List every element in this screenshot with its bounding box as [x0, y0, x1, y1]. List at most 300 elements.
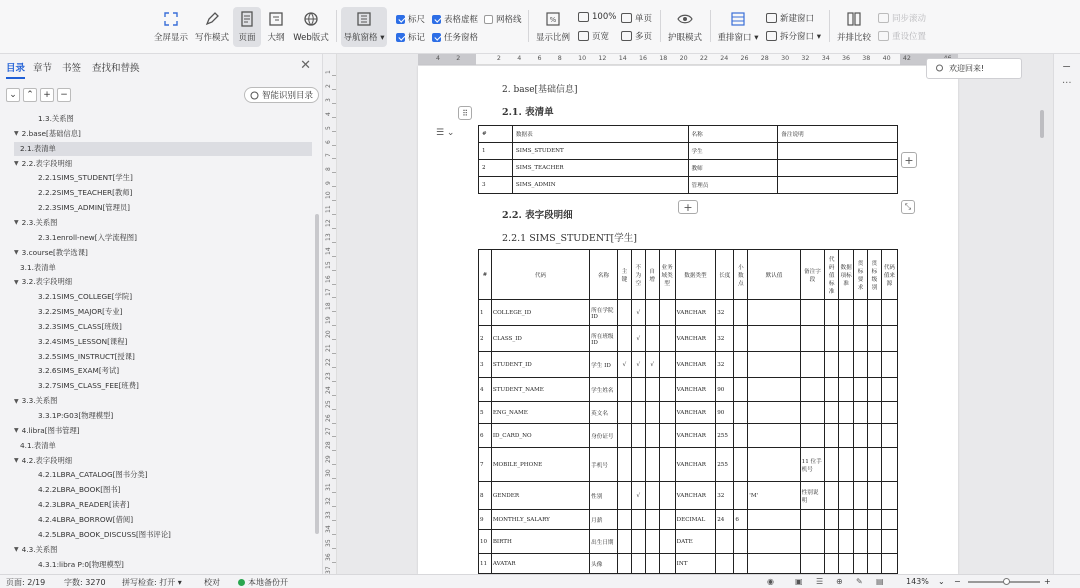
table-cell[interactable]	[748, 352, 800, 378]
table-cell[interactable]: √	[645, 352, 659, 378]
table-cell[interactable]	[867, 424, 881, 448]
table-cell[interactable]: √	[617, 352, 631, 378]
toc-item[interactable]	[14, 231, 312, 245]
table-cell[interactable]	[659, 530, 675, 554]
more-icon[interactable]: ···	[1062, 78, 1072, 89]
drag-handle-icon[interactable]: ⠿	[458, 106, 472, 120]
sync-scroll-button[interactable]: 同步滚动	[878, 12, 926, 24]
table-cell[interactable]: 32	[716, 352, 734, 378]
toc-item[interactable]	[14, 157, 312, 171]
table-fields[interactable]	[478, 249, 898, 574]
table-cell[interactable]	[839, 448, 854, 482]
table-cell[interactable]	[748, 448, 800, 482]
table-resize-icon[interactable]: ⤡	[901, 200, 915, 214]
page-indicator[interactable]: 页面: 2/19	[6, 578, 46, 587]
table-cell[interactable]	[839, 352, 854, 378]
table-cell[interactable]: VARCHAR	[675, 300, 716, 326]
web-layout-button[interactable]: Web版式	[292, 7, 330, 47]
table-cell[interactable]: 身份证号	[590, 424, 618, 448]
table-cell[interactable]: 255	[716, 424, 734, 448]
table-cell[interactable]	[617, 326, 631, 352]
table-cell[interactable]	[800, 352, 825, 378]
table-cell[interactable]	[748, 554, 800, 574]
minus-icon[interactable]: −	[1062, 60, 1072, 73]
toc-item[interactable]	[14, 112, 312, 126]
table-cell[interactable]	[778, 143, 898, 160]
table-cell[interactable]	[839, 402, 854, 424]
table-cell[interactable]: 24	[716, 510, 734, 530]
multi-page-button[interactable]: 多页	[621, 30, 652, 42]
table-cell[interactable]	[734, 352, 748, 378]
table-cell[interactable]	[645, 530, 659, 554]
table-cell[interactable]	[716, 554, 734, 574]
toc-item[interactable]	[14, 320, 312, 334]
table-cell[interactable]	[734, 482, 748, 510]
table-cell[interactable]: √	[631, 352, 645, 378]
page-view-icon[interactable]: ▣	[795, 577, 803, 586]
table-cell[interactable]	[734, 424, 748, 448]
table-cell[interactable]	[867, 378, 881, 402]
table-cell[interactable]: ID_CARD_NO	[491, 424, 589, 448]
table-cell[interactable]	[645, 510, 659, 530]
table-cell[interactable]	[854, 448, 868, 482]
add-column-button[interactable]	[901, 152, 917, 168]
table-cell[interactable]	[825, 530, 839, 554]
table-cell[interactable]: 性别说明	[800, 482, 825, 510]
table-cell[interactable]	[748, 378, 800, 402]
table-cell[interactable]	[839, 530, 854, 554]
table-cell[interactable]	[881, 300, 897, 326]
sidebar-scrollbar[interactable]	[315, 214, 319, 534]
table-cell[interactable]: 32	[716, 300, 734, 326]
toc-item[interactable]	[14, 409, 312, 423]
table-cell[interactable]: VARCHAR	[675, 352, 716, 378]
toc-item[interactable]	[14, 261, 312, 275]
table-cell[interactable]: 4	[479, 378, 492, 402]
tab-find-replace[interactable]: 查找和替换	[92, 63, 140, 74]
table-cell[interactable]	[839, 554, 854, 574]
table-cell[interactable]: 5	[479, 402, 492, 424]
table-cell[interactable]	[825, 352, 839, 378]
table-cell[interactable]	[854, 378, 868, 402]
table-cell[interactable]: 学生 ID	[590, 352, 618, 378]
toc-item[interactable]	[14, 171, 312, 185]
gridlines-checkbox[interactable]: 网格线	[484, 13, 522, 25]
table-cell[interactable]: STUDENT_ID	[491, 352, 589, 378]
table-cell[interactable]	[881, 554, 897, 574]
toc-item[interactable]	[14, 335, 312, 349]
backup-status[interactable]: 本地备份开	[238, 577, 288, 588]
expand-arrow-icon[interactable]: ▼	[14, 278, 19, 286]
table-toc-icon[interactable]: ☰ ⌄	[436, 128, 455, 138]
table-cell[interactable]: 性别	[590, 482, 618, 510]
table-cell[interactable]	[881, 352, 897, 378]
side-by-side-button[interactable]: 并排比较	[834, 7, 874, 47]
table-cell[interactable]: 2	[479, 326, 492, 352]
table-cell[interactable]	[800, 326, 825, 352]
table-cell[interactable]: 255	[716, 448, 734, 482]
table-cell[interactable]: 11	[479, 554, 492, 574]
table-cell[interactable]	[867, 326, 881, 352]
table-cell[interactable]	[839, 326, 854, 352]
table-cell[interactable]: 1	[479, 143, 513, 160]
eye-mode-button[interactable]: 护眼模式	[665, 7, 705, 47]
table-cell[interactable]	[734, 402, 748, 424]
table-cell[interactable]	[867, 530, 881, 554]
table-cell[interactable]	[617, 378, 631, 402]
toc-item[interactable]	[14, 454, 312, 468]
table-cell[interactable]	[734, 530, 748, 554]
fullscreen-button[interactable]: 全屏显示	[152, 7, 190, 47]
table-cell[interactable]	[854, 424, 868, 448]
expand-arrow-icon[interactable]: ▼	[14, 427, 19, 435]
table-cell[interactable]	[631, 510, 645, 530]
table-cell[interactable]	[659, 554, 675, 574]
table-cell[interactable]: VARCHAR	[675, 424, 716, 448]
nav-pane-button[interactable]: 导航窗格 ▾	[341, 7, 387, 47]
table-cell[interactable]	[734, 378, 748, 402]
table-cell[interactable]	[716, 530, 734, 554]
table-cell[interactable]: SIMS_ADMIN	[512, 177, 688, 194]
table-cell[interactable]	[645, 402, 659, 424]
table-cell[interactable]	[734, 448, 748, 482]
table-cell[interactable]: VARCHAR	[675, 482, 716, 510]
table-cell[interactable]	[631, 448, 645, 482]
tab-chapters[interactable]: 章节	[33, 63, 53, 74]
toc-item[interactable]	[14, 290, 312, 304]
table-cell[interactable]: 9	[479, 510, 492, 530]
toc-item[interactable]	[14, 127, 312, 141]
table-cell[interactable]	[734, 326, 748, 352]
page-width-button[interactable]: 页宽	[578, 30, 609, 42]
table-cell[interactable]	[854, 300, 868, 326]
toc-item[interactable]	[14, 394, 312, 408]
table-cell[interactable]	[659, 482, 675, 510]
table-cell[interactable]: 月薪	[590, 510, 618, 530]
outline-icon[interactable]: ☰	[816, 577, 824, 586]
toc-item[interactable]	[14, 246, 312, 260]
table-cell[interactable]: 11 位手机号	[800, 448, 825, 482]
writing-mode-button[interactable]: 写作模式	[193, 7, 231, 47]
table-cell[interactable]	[659, 326, 675, 352]
table-cell[interactable]	[867, 448, 881, 482]
table-cell[interactable]	[825, 300, 839, 326]
table-cell[interactable]	[839, 424, 854, 448]
expand-arrow-icon[interactable]: ▼	[14, 457, 19, 465]
toc-item[interactable]	[14, 216, 312, 230]
table-cell[interactable]: 'M'	[748, 482, 800, 510]
table-cell[interactable]	[734, 300, 748, 326]
toc-item[interactable]	[14, 424, 312, 438]
table-cell[interactable]	[659, 300, 675, 326]
toc-item[interactable]	[14, 498, 312, 512]
table-cell[interactable]	[800, 424, 825, 448]
table-cell[interactable]	[659, 402, 675, 424]
table-cell[interactable]: VARCHAR	[675, 326, 716, 352]
table-cell[interactable]: VARCHAR	[675, 402, 716, 424]
table-cell[interactable]	[659, 510, 675, 530]
table-cell[interactable]: 32	[716, 326, 734, 352]
toc-item[interactable]	[14, 186, 312, 200]
chevron-down-icon[interactable]: ⌄	[938, 577, 945, 586]
table-cell[interactable]	[617, 300, 631, 326]
table-cell[interactable]	[867, 402, 881, 424]
table-cell[interactable]: 1	[479, 300, 492, 326]
table-cell[interactable]: MONTHLY_SALARY	[491, 510, 589, 530]
table-cell[interactable]	[631, 530, 645, 554]
table-cell[interactable]	[659, 424, 675, 448]
table-cell[interactable]	[645, 300, 659, 326]
toc-item[interactable]	[14, 543, 312, 557]
table-cell[interactable]: 学生姓名	[590, 378, 618, 402]
split-window-button[interactable]: 拆分窗口 ▾	[766, 30, 821, 42]
eye-icon[interactable]: ◉	[767, 577, 774, 586]
table-cell[interactable]: CLASS_ID	[491, 326, 589, 352]
toc-item[interactable]	[14, 275, 312, 289]
table-cell[interactable]: STUDENT_NAME	[491, 378, 589, 402]
table-cell[interactable]	[617, 554, 631, 574]
table-cell[interactable]: BIRTH	[491, 530, 589, 554]
table-cell[interactable]	[778, 160, 898, 177]
table-cell[interactable]	[631, 378, 645, 402]
table-cell[interactable]	[854, 402, 868, 424]
table-cell[interactable]	[800, 554, 825, 574]
proofread[interactable]: 校对	[204, 578, 220, 587]
table-cell[interactable]	[854, 554, 868, 574]
table-cell[interactable]	[854, 530, 868, 554]
toc-item[interactable]	[14, 528, 312, 542]
table-cell[interactable]: 所在学院 ID	[590, 300, 618, 326]
page-view-button[interactable]: 页面	[233, 7, 261, 47]
table-cell[interactable]	[748, 424, 800, 448]
table-cell[interactable]	[825, 510, 839, 530]
table-cell[interactable]	[825, 448, 839, 482]
table-cell[interactable]	[617, 448, 631, 482]
table-cell[interactable]	[800, 378, 825, 402]
table-cell[interactable]	[748, 530, 800, 554]
collapse-button[interactable]	[6, 88, 20, 102]
toc-item[interactable]	[14, 305, 312, 319]
table-cell[interactable]	[659, 448, 675, 482]
table-cell[interactable]: 手机号	[590, 448, 618, 482]
table-cell[interactable]: 90	[716, 378, 734, 402]
table-cell[interactable]	[881, 482, 897, 510]
table-cell[interactable]: 头像	[590, 554, 618, 574]
zoom-ratio-button[interactable]: % 显示比例	[534, 7, 572, 47]
table-cell[interactable]: ENG_NAME	[491, 402, 589, 424]
marks-checkbox[interactable]: 标记	[396, 31, 425, 43]
table-cell[interactable]: 学生	[688, 143, 778, 160]
globe-icon[interactable]: ⊕	[836, 577, 843, 586]
table-cell[interactable]	[854, 352, 868, 378]
table-cell[interactable]: 32	[716, 482, 734, 510]
layout-icon[interactable]: ▤	[876, 577, 884, 586]
table-cell[interactable]: 2	[479, 160, 513, 177]
expand-arrow-icon[interactable]: ▼	[14, 546, 19, 554]
table-cell[interactable]	[854, 326, 868, 352]
toc-item[interactable]	[14, 468, 312, 482]
table-cell[interactable]: INT	[675, 554, 716, 574]
table-cell[interactable]	[881, 448, 897, 482]
table-cell[interactable]	[748, 402, 800, 424]
table-cell[interactable]: 英文名	[590, 402, 618, 424]
table-cell[interactable]	[825, 402, 839, 424]
table-cell[interactable]	[881, 402, 897, 424]
table-cell[interactable]: 所在班级 ID	[590, 326, 618, 352]
tab-bookmarks[interactable]: 书签	[62, 63, 82, 74]
document-scrollbar[interactable]	[1040, 110, 1044, 138]
close-icon[interactable]: ✕	[300, 58, 311, 73]
table-cell[interactable]	[617, 530, 631, 554]
rearrange-window-button[interactable]: 重排窗口 ▾	[716, 7, 760, 47]
task-pane-checkbox[interactable]: 任务窗格	[432, 31, 478, 43]
expand-arrow-icon[interactable]: ▼	[14, 219, 19, 227]
document-page[interactable]	[418, 66, 958, 574]
zoom-slider-handle[interactable]	[1003, 578, 1010, 585]
table-cell[interactable]	[659, 352, 675, 378]
zoom-level[interactable]: 143%	[906, 577, 929, 586]
table-cell[interactable]	[748, 510, 800, 530]
outline-view-button[interactable]: 大纲	[264, 7, 288, 47]
table-cell[interactable]	[825, 482, 839, 510]
table-cell[interactable]	[881, 530, 897, 554]
table-cell[interactable]	[778, 177, 898, 194]
table-cell[interactable]	[734, 554, 748, 574]
table-cell[interactable]	[645, 554, 659, 574]
add-row-button[interactable]	[678, 200, 698, 214]
remove-heading-button[interactable]	[57, 88, 71, 102]
table-cell[interactable]	[748, 300, 800, 326]
table-cell[interactable]	[825, 378, 839, 402]
table-cell[interactable]	[881, 326, 897, 352]
table-cell[interactable]	[881, 424, 897, 448]
toc-item[interactable]	[14, 364, 312, 378]
expand-arrow-icon[interactable]: ▼	[14, 397, 19, 405]
expand-button[interactable]	[23, 88, 37, 102]
tab-toc[interactable]: 目录	[6, 60, 25, 74]
table-cell[interactable]	[631, 554, 645, 574]
table-cell[interactable]	[839, 378, 854, 402]
table-cell[interactable]	[867, 482, 881, 510]
toc-item[interactable]	[14, 439, 312, 453]
table-cell[interactable]	[839, 510, 854, 530]
toc-item[interactable]	[14, 483, 312, 497]
pen-icon[interactable]: ✎	[856, 577, 863, 586]
table-cell[interactable]: SIMS_TEACHER	[512, 160, 688, 177]
table-cell[interactable]	[645, 326, 659, 352]
toc-item[interactable]	[14, 201, 312, 215]
ruler-checkbox[interactable]: 标尺	[396, 13, 425, 25]
table-cell[interactable]	[645, 378, 659, 402]
toc-item[interactable]	[14, 350, 312, 364]
table-cell[interactable]	[617, 424, 631, 448]
table-cell[interactable]: 90	[716, 402, 734, 424]
table-cell[interactable]: COLLEGE_ID	[491, 300, 589, 326]
toc-item[interactable]	[14, 379, 312, 393]
table-cell[interactable]: 出生日期	[590, 530, 618, 554]
table-cell[interactable]: VARCHAR	[675, 448, 716, 482]
table-gridlines-checkbox[interactable]: 表格虚框	[432, 13, 478, 25]
expand-arrow-icon[interactable]: ▼	[14, 160, 19, 168]
table-cell[interactable]: √	[631, 326, 645, 352]
table-cell[interactable]: 3	[479, 352, 492, 378]
add-heading-button[interactable]	[40, 88, 54, 102]
table-cell[interactable]	[617, 402, 631, 424]
table-cell[interactable]: 管理员	[688, 177, 778, 194]
table-cell[interactable]	[839, 300, 854, 326]
table-cell[interactable]	[881, 378, 897, 402]
zoom-in-icon[interactable]: +	[1044, 577, 1051, 586]
table-cell[interactable]: DATE	[675, 530, 716, 554]
table-cell[interactable]: VARCHAR	[675, 378, 716, 402]
expand-arrow-icon[interactable]: ▼	[14, 130, 19, 138]
table-cell[interactable]: √	[631, 482, 645, 510]
zoom-out-icon[interactable]: −	[954, 577, 961, 586]
table-cell[interactable]	[867, 352, 881, 378]
table-cell[interactable]	[825, 424, 839, 448]
table-cell[interactable]: 3	[479, 177, 513, 194]
table-cell[interactable]: 10	[479, 530, 492, 554]
table-cell[interactable]: GENDER	[491, 482, 589, 510]
table-cell[interactable]: AVATAR	[491, 554, 589, 574]
table-cell[interactable]	[645, 482, 659, 510]
table-cell[interactable]	[854, 482, 868, 510]
table-cell[interactable]	[800, 402, 825, 424]
table-cell[interactable]: DECIMAL	[675, 510, 716, 530]
table-cell[interactable]	[854, 510, 868, 530]
table-cell[interactable]	[645, 448, 659, 482]
toc-item[interactable]	[14, 558, 312, 572]
table-cell[interactable]: 教师	[688, 160, 778, 177]
table-cell[interactable]	[748, 326, 800, 352]
horizontal-ruler[interactable]	[418, 54, 958, 65]
toc-item[interactable]	[14, 513, 312, 527]
reset-position-button[interactable]: 重设位置	[878, 30, 926, 42]
spell-check[interactable]: 拼写检查: 打开 ▾	[122, 578, 182, 587]
table-cell[interactable]: 8	[479, 482, 492, 510]
table-cell[interactable]	[645, 424, 659, 448]
table-cell[interactable]: MOBILE_PHONE	[491, 448, 589, 482]
table-cell[interactable]	[839, 482, 854, 510]
zoom-100-button[interactable]: 100%	[578, 12, 616, 22]
table-cell[interactable]	[800, 510, 825, 530]
word-count[interactable]: 字数: 3270	[64, 578, 106, 587]
new-window-button[interactable]: 新建窗口	[766, 12, 814, 24]
table-cell[interactable]	[800, 300, 825, 326]
table-cell[interactable]: √	[631, 300, 645, 326]
table-cell[interactable]	[867, 300, 881, 326]
table-list[interactable]	[478, 125, 898, 194]
welcome-banner[interactable]: 欢迎回来!	[926, 58, 1022, 79]
table-cell[interactable]	[617, 510, 631, 530]
single-page-button[interactable]: 单页	[621, 12, 652, 24]
table-cell[interactable]	[631, 424, 645, 448]
table-cell[interactable]	[825, 554, 839, 574]
table-cell[interactable]	[800, 530, 825, 554]
toc-item[interactable]	[14, 142, 312, 156]
smart-toc-button[interactable]: 智能识别目录	[244, 87, 319, 103]
table-cell[interactable]	[659, 378, 675, 402]
table-cell[interactable]	[881, 510, 897, 530]
expand-arrow-icon[interactable]: ▼	[14, 249, 19, 257]
table-cell[interactable]: 7	[479, 448, 492, 482]
table-cell[interactable]: 6	[734, 510, 748, 530]
table-cell[interactable]	[825, 326, 839, 352]
table-cell[interactable]	[631, 402, 645, 424]
table-cell[interactable]	[867, 510, 881, 530]
table-cell[interactable]: SIMS_STUDENT	[512, 143, 688, 160]
table-cell[interactable]	[867, 554, 881, 574]
